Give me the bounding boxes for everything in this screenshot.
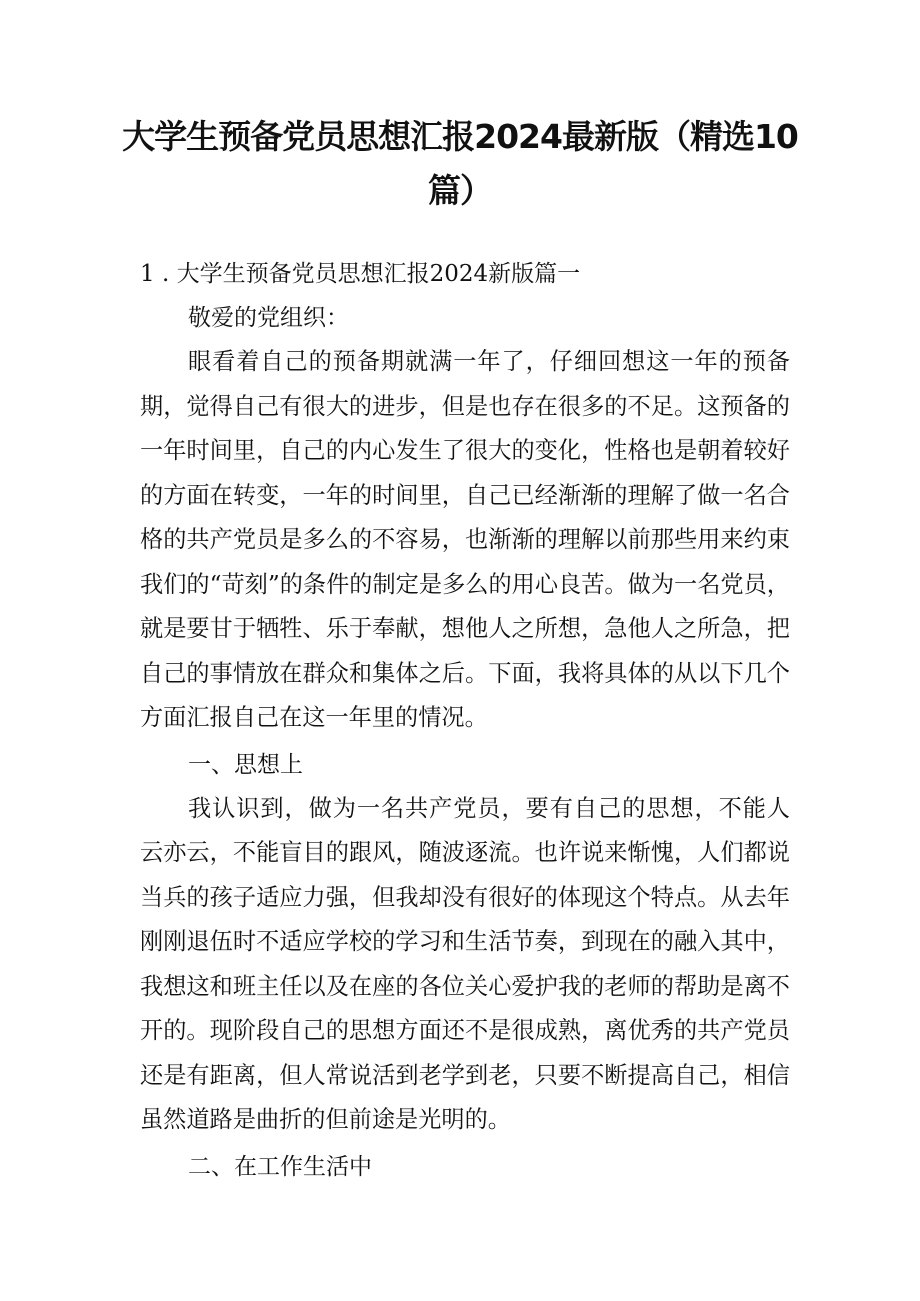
intro-paragraph: 眼看着自己的预备期就满一年了，仔细回想这一年的预备期，觉得自己有很大的进步，但是也存在很多的不足。这预备的一年时间里，自己的内心发生了很大的变化，性格也是朝着较好的方面在转变，一年的时间里，自己已经渐渐的理解了做一名合格的共产党员是多么的不容易，也渐渐的理解以前那些用来约束我们的“苛刻”的条件的制定是多么的用心良苦。做为一名党员，就是要甘于牺牲、乐于奉献，想他人之所想，急他人之所急，把自己的事情放在群众和集体之后。下面，我将具体的从以下几个方面汇报自己在这一年里的情况。 (140, 348, 790, 731)
thought-paragraph: 我认识到，做为一名共产党员，要有自己的思想，不能人云亦云，不能盲目的跟风，随波逐流。也许说来惭愧，人们都说当兵的孩子适应力强，但我却没有很好的体现这个特点。从去年刚刚退伍时不适应学校的学习和生活节奏，到现在的融入其中，我想这和班主任以及在座的各位关心爱护我的老师的帮助是离不开的。现阶段自己的思想方面还不是很成熟，离优秀的共产党员还是有距离，但人常说活到老学到老，只要不断提高自己，相信虽然道路是曲折的但前途是光明的。 (140, 794, 790, 1133)
section-heading: 1 . 大学生预备党员思想汇报2024新版篇一 (140, 261, 581, 287)
salutation: 敬爱的党组织： (188, 305, 349, 331)
document-title: 大学生预备党员思想汇报2024最新版（精选10篇） (122, 117, 798, 210)
subsection-heading-work-life: 二、在工作生活中 (188, 1153, 372, 1180)
subsection-heading-thought: 一、思想上 (188, 751, 303, 778)
document-body (140, 252, 790, 1189)
